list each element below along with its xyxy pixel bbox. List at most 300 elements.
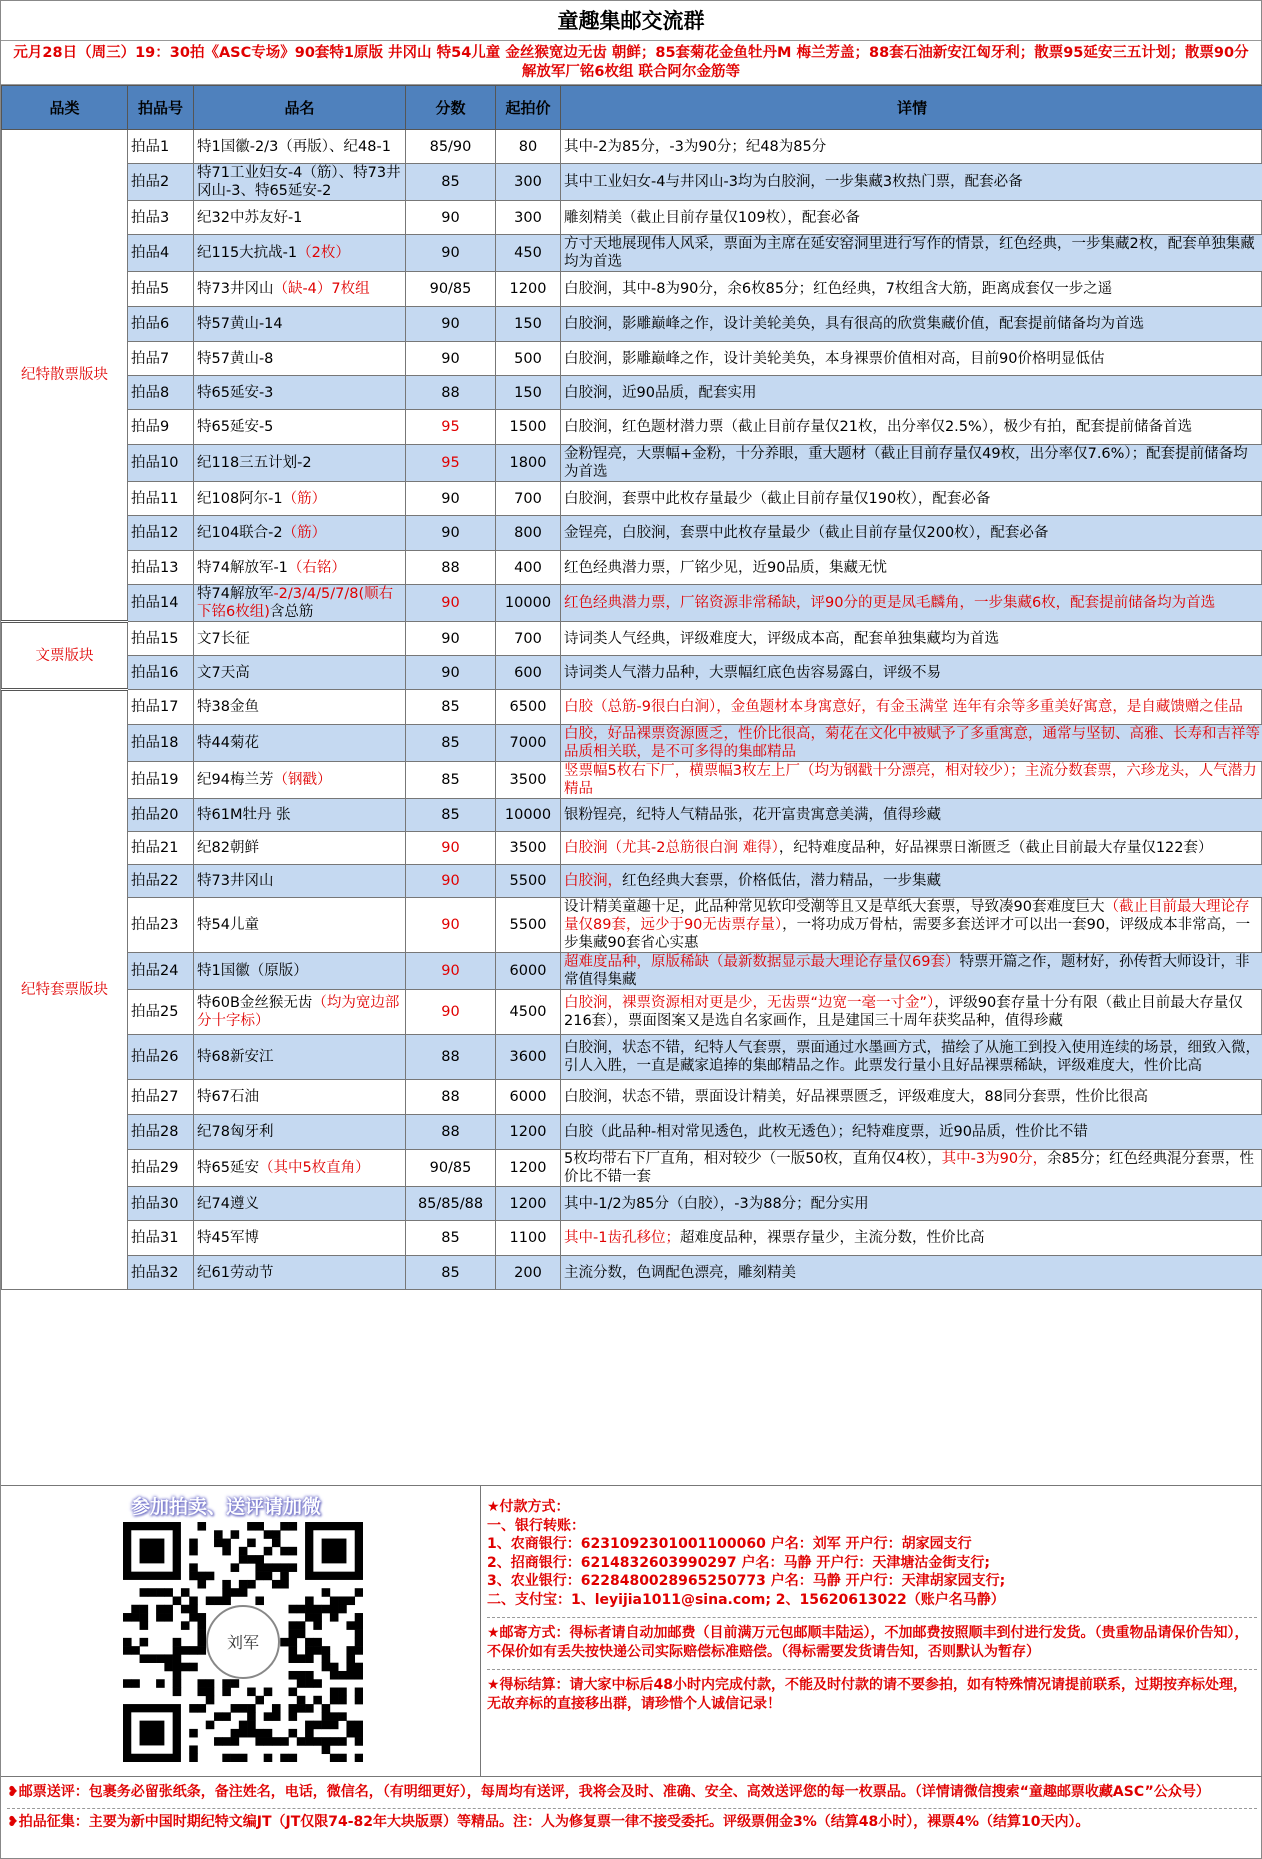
starting-price: 10000: [496, 585, 561, 622]
lot-number: 拍品31: [128, 1221, 194, 1256]
text-segment: 其中-2为85分，-3为90分；纪48为85分: [564, 138, 827, 155]
qr-module: [330, 1671, 339, 1680]
lot-number: 拍品28: [128, 1115, 194, 1150]
qr-module: [197, 1688, 206, 1697]
qr-module: [313, 1638, 322, 1647]
text-segment: 白胶，好品裸票资源匮乏，性价比很高，菊花在文化中被赋予了多重寓意，通常与坚韧、高雅、长寿和吉祥等品质相关联，是不可多得的集邮精品: [564, 726, 1260, 760]
lot-detail: [561, 656, 1262, 690]
text-segment: 特57黄山-14: [197, 316, 283, 332]
qr-module: [123, 1646, 132, 1655]
stamp-name: [194, 1256, 406, 1290]
qr-module: [222, 1712, 231, 1721]
qr-module: [264, 1572, 273, 1581]
qr-module: [197, 1572, 206, 1581]
lot-number: 拍品14: [128, 585, 194, 622]
divider: [487, 1669, 1257, 1670]
qr-module: [322, 1712, 331, 1721]
lot-number: 拍品3: [128, 201, 194, 235]
qr-module: [164, 1654, 173, 1663]
qr-module: [305, 1671, 314, 1680]
grade-score: 90: [406, 622, 496, 656]
text-segment: 特65延安-3: [197, 384, 274, 401]
qr-module: [206, 1696, 215, 1705]
text-segment: 白胶涧，影雕巅峰之作，设计美轮美奂，本身裸票价值相对高，目前90价格明显低估: [564, 350, 1105, 367]
table-row: [2, 690, 1262, 725]
lot-number: 拍品32: [128, 1256, 194, 1290]
qr-module: [330, 1721, 339, 1730]
text-segment: 特73井冈山: [197, 281, 274, 297]
table-row: [2, 762, 1262, 799]
qr-module: [173, 1679, 182, 1688]
qr-module: [239, 1588, 248, 1597]
lot-detail: [561, 130, 1262, 164]
text-segment: 红色经典潜力票，厂铭资源非常稀缺，评90分的更是凤毛麟角，一步集藏6枚，配套提前储备均为首选: [564, 595, 1216, 611]
text-segment: 纪118三五计划-2: [197, 455, 312, 471]
table-row: [2, 130, 1262, 164]
starting-price: 450: [496, 235, 561, 272]
qr-module: [346, 1729, 355, 1738]
starting-price: 1100: [496, 1221, 561, 1256]
grade-score: 85: [406, 1256, 496, 1290]
grade-score: 90: [406, 656, 496, 690]
qr-module: [140, 1588, 149, 1597]
qr-module: [322, 1588, 331, 1597]
qr-module: [305, 1605, 314, 1614]
payment-title: ★付款方式：: [487, 1499, 570, 1515]
grade-score: 85/90: [406, 130, 496, 164]
text-segment: 纪74遵义: [197, 1195, 259, 1212]
qr-module: [131, 1646, 140, 1655]
starting-price: 1800: [496, 445, 561, 482]
qr-module: [206, 1688, 215, 1697]
qr-module: [231, 1588, 240, 1597]
qr-module: [197, 1630, 206, 1639]
stamp-name: [194, 953, 406, 990]
qr-module: [305, 1737, 314, 1746]
qr-module: [297, 1696, 306, 1705]
qr-module: [239, 1721, 248, 1730]
header-name: 品名: [194, 86, 406, 130]
header-price: 起拍价: [496, 86, 561, 130]
text-segment: （筋）: [282, 490, 327, 507]
qr-module: [338, 1671, 347, 1680]
stamp-name: [194, 585, 406, 622]
lot-number: 拍品5: [128, 272, 194, 307]
qr-module: [222, 1580, 231, 1589]
text-segment: 白胶涧，状态不错，纪特人气套票，票面通过水墨画方式，描绘了从施工到投入使用连续的场景，细致入微，引人入胜，一直是藏家追捧的集邮精品之作。此票发行量小且好品裸票稀缺，评级难度大，性价比高: [564, 1040, 1260, 1074]
starting-price: 150: [496, 307, 561, 342]
qr-module: [222, 1588, 231, 1597]
table-row: [2, 832, 1262, 865]
text-segment: 特45军博: [197, 1230, 259, 1246]
stamp-name: [194, 1150, 406, 1187]
table-row: [2, 201, 1262, 235]
qr-module: [305, 1679, 314, 1688]
qr-module: [255, 1563, 264, 1572]
divider: [487, 1617, 1257, 1618]
category-cell: 文票版块: [2, 622, 128, 690]
qr-module: [264, 1737, 273, 1746]
qr-module: [255, 1737, 264, 1746]
text-segment: 白胶涧，状态不错，票面设计精美，好品裸票匮乏，评级难度大，88同分套票，性价比很高: [564, 1089, 1148, 1105]
qr-module: [173, 1671, 182, 1680]
lot-detail: [561, 410, 1262, 445]
qr-module: [181, 1588, 190, 1597]
qr-module: [346, 1663, 355, 1672]
lot-number: 拍品24: [128, 953, 194, 990]
table-row: [2, 990, 1262, 1035]
text-segment: 白胶涧，裸票资源相对更是少，无齿票“边宽一毫一寸金”）: [564, 995, 935, 1011]
qr-module: [313, 1696, 322, 1705]
lot-number: 拍品4: [128, 235, 194, 272]
text-segment: ，一将功成万骨枯，需要多套送评才可以出一套90，评级成本非常高，一步集藏90套省心实惠: [564, 917, 1251, 951]
qr-module: [289, 1522, 298, 1531]
text-segment: 纪82朝鲜: [197, 840, 259, 856]
grade-score: 85: [406, 725, 496, 762]
qr-module: [255, 1696, 264, 1705]
lot-detail: [561, 445, 1262, 482]
table-row: [2, 1080, 1262, 1115]
qr-module: [189, 1646, 198, 1655]
starting-price: 3500: [496, 762, 561, 799]
qr-module: [173, 1688, 182, 1697]
lot-detail: [561, 1115, 1262, 1150]
table-row: [2, 445, 1262, 482]
table-row: [2, 585, 1262, 622]
qr-module: [247, 1688, 256, 1697]
starting-price: 1200: [496, 1115, 561, 1150]
lot-number: 拍品26: [128, 1035, 194, 1080]
starting-price: 3600: [496, 1035, 561, 1080]
qr-module: [313, 1737, 322, 1746]
starting-price: 800: [496, 516, 561, 551]
qr-module: [322, 1654, 331, 1663]
stamp-name: [194, 832, 406, 865]
lot-number: 拍品6: [128, 307, 194, 342]
qr-module: [338, 1754, 347, 1762]
payment-panel: [481, 1485, 1262, 1776]
qr-module: [322, 1745, 331, 1754]
lot-detail: [561, 1187, 1262, 1221]
grade-score: 85: [406, 1221, 496, 1256]
text-segment: 白胶（总筋-9很白白涧），: [564, 699, 731, 715]
qr-module: [206, 1679, 215, 1688]
grade-score: 88: [406, 376, 496, 410]
stamp-name: [194, 307, 406, 342]
text-segment: 白胶涧，其中-8为90分，余6枚85分；红色经典，7枚组含大筋，距离成套仅一步之遥: [564, 281, 1113, 297]
text-segment: 白胶涧，红色题材潜力票（截止目前存量仅21枚，出分率仅2.5%），极少有拍，配套提前储备首选: [564, 419, 1193, 435]
stamp-name: [194, 990, 406, 1035]
qr-module: [222, 1679, 231, 1688]
bank-title: 一、银行转账：: [487, 1517, 585, 1534]
starting-price: 300: [496, 201, 561, 235]
qr-module: [247, 1580, 256, 1589]
grade-score: 88: [406, 1080, 496, 1115]
text-segment: 特57黄山-8: [197, 350, 274, 367]
qr-module: [272, 1530, 281, 1539]
bank-line-1: 1、农商银行：6231092301001100060 户名：刘军 开户行：胡家园支行: [487, 1536, 972, 1552]
stamp-name: [194, 799, 406, 832]
lot-detail: [561, 551, 1262, 585]
qr-module: [355, 1621, 363, 1630]
starting-price: 80: [496, 130, 561, 164]
text-segment: 其中-1/2为85分（白胶），-3为88分；配分实用: [564, 1195, 869, 1212]
qr-module: [197, 1613, 206, 1622]
stamp-name: [194, 164, 406, 201]
qr-module: [222, 1737, 231, 1746]
text-segment: -2/3/4/5/7/8(顺右下铭6枚组): [197, 586, 394, 620]
table-row: [2, 1187, 1262, 1221]
qr-module: [247, 1712, 256, 1721]
stamp-name: [194, 656, 406, 690]
qr-module: [255, 1729, 264, 1738]
qr-module: [189, 1605, 198, 1614]
qr-module: [264, 1547, 273, 1556]
text-segment: 特38金鱼: [197, 699, 259, 715]
grade-score: 95: [406, 445, 496, 482]
qr-module: [239, 1555, 248, 1564]
qr-module: [222, 1754, 231, 1762]
qr-module: [313, 1721, 322, 1730]
qr-module: [297, 1621, 306, 1630]
text-segment: 纪115大抗战-1: [197, 245, 298, 261]
header-lot: 拍品号: [128, 86, 194, 130]
qr-module: [289, 1646, 298, 1655]
qr-module: [247, 1729, 256, 1738]
qr-module: [247, 1539, 256, 1548]
text-segment: 雕刻精美（截止目前存量仅109枚），配套必备: [564, 209, 860, 226]
grade-score: 90: [406, 865, 496, 898]
qr-module: [338, 1737, 347, 1746]
lot-number: 拍品11: [128, 482, 194, 516]
qr-module: [197, 1522, 206, 1531]
qr-module: [346, 1654, 355, 1663]
qr-finder: [322, 1539, 347, 1564]
qr-module: [140, 1621, 149, 1630]
qr-finder: [140, 1539, 165, 1564]
qr-module: [346, 1671, 355, 1680]
grade-score: 90: [406, 307, 496, 342]
grade-score: 90/85: [406, 1150, 496, 1187]
text-segment: 红色经典潜力票，厂铭少见，近90品质，集藏无忧: [564, 559, 887, 576]
qr-module: [156, 1588, 165, 1597]
qr-module: [355, 1663, 363, 1672]
lot-detail: [561, 342, 1262, 376]
table-row: [2, 898, 1262, 953]
qr-module: [181, 1605, 190, 1614]
lot-number: 拍品16: [128, 656, 194, 690]
qr-module: [289, 1638, 298, 1647]
qr-module: [355, 1729, 363, 1738]
table-row: [2, 272, 1262, 307]
lot-detail: [561, 585, 1262, 622]
qr-module: [247, 1704, 256, 1713]
qr-module: [148, 1654, 157, 1663]
lot-detail: [561, 1150, 1262, 1187]
lot-detail: [561, 1221, 1262, 1256]
text-segment: 特74解放军-1: [197, 559, 288, 576]
lot-number: 拍品2: [128, 164, 194, 201]
stamp-name: [194, 376, 406, 410]
starting-price: 700: [496, 482, 561, 516]
qr-module: [206, 1596, 215, 1605]
text-segment: ，评级90套存量十分有限（截止目前最大存量仅216套），票面图案又是选自名家画作，且是建国三十周年获奖品种，值得珍藏: [564, 995, 1243, 1029]
qr-module: [189, 1663, 198, 1672]
qr-module: [289, 1671, 298, 1680]
qr-module: [280, 1572, 289, 1581]
qr-module: [264, 1530, 273, 1539]
divider: [7, 1808, 1257, 1809]
grade-score: 85: [406, 799, 496, 832]
qr-module: [305, 1704, 314, 1713]
stamp-name: [194, 445, 406, 482]
qr-module: [297, 1605, 306, 1614]
qr-module: [280, 1580, 289, 1589]
grade-score: 90: [406, 953, 496, 990]
stamp-name: [194, 762, 406, 799]
qr-module: [197, 1638, 206, 1647]
stamp-name: [194, 1221, 406, 1256]
qr-module: [231, 1729, 240, 1738]
qr-module: [214, 1737, 223, 1746]
qr-module: [239, 1729, 248, 1738]
text-segment: 特68新安江: [197, 1049, 274, 1065]
text-segment: 特65延安-5: [197, 419, 274, 435]
bank-line-2: 2、招商银行：6214832603990297 户名：马静 开户行：天津塘沽金街支行;: [487, 1554, 990, 1571]
starting-price: 500: [496, 342, 561, 376]
starting-price: 4500: [496, 990, 561, 1035]
text-segment: 方寸天地展现伟人风采，票面为主席在延安窑洞里进行写作的情景，红色经典，一步集藏2枚，配套单独集藏均为首选: [564, 236, 1255, 270]
qr-module: [338, 1605, 347, 1614]
qr-module: [231, 1563, 240, 1572]
qr-module: [189, 1613, 198, 1622]
lot-detail: [561, 516, 1262, 551]
text-segment: 其中-3为90分，: [941, 1151, 1048, 1167]
text-segment: 特44菊花: [197, 735, 259, 751]
qr-module: [255, 1596, 264, 1605]
stamp-name: [194, 622, 406, 656]
lot-detail: [561, 865, 1262, 898]
qr-module: [156, 1605, 165, 1614]
qr-module: [173, 1646, 182, 1655]
qr-module: [280, 1522, 289, 1531]
table-row: [2, 482, 1262, 516]
text-segment: 白胶涧（尤其-2总筋很白涧 难得）: [564, 840, 779, 856]
qr-module: [264, 1712, 273, 1721]
footer-section: [1, 1485, 1262, 1859]
stamp-name: [194, 342, 406, 376]
qr-module: [289, 1704, 298, 1713]
qr-module: [164, 1613, 173, 1622]
lot-number: 拍品13: [128, 551, 194, 585]
qr-module: [330, 1663, 339, 1672]
qr-module: [289, 1729, 298, 1738]
qr-module: [355, 1638, 363, 1647]
grade-score: 88: [406, 551, 496, 585]
text-segment: 5枚均带右下厂直角，相对较少（一版50枚，直角仅4枚），: [564, 1151, 942, 1167]
lot-detail: [561, 898, 1262, 953]
table-row: [2, 622, 1262, 656]
grade-score: 90: [406, 342, 496, 376]
text-segment: 设计精美童趣十足，此品种常见软印受潮等且又是草纸大套票，导致凑90套难度巨大: [564, 899, 1105, 915]
lot-detail: [561, 482, 1262, 516]
table-row: [2, 725, 1262, 762]
qr-module: [289, 1754, 298, 1762]
starting-price: 6000: [496, 1080, 561, 1115]
qr-module: [355, 1754, 363, 1762]
qr-module: [123, 1638, 132, 1647]
lot-number: 拍品8: [128, 376, 194, 410]
grade-score: 90: [406, 201, 496, 235]
stamp-name: [194, 516, 406, 551]
starting-price: 6500: [496, 690, 561, 725]
text-segment: （右铭）: [287, 559, 346, 576]
qr-module: [264, 1729, 273, 1738]
qr-module: [330, 1696, 339, 1705]
header-detail: 详情: [561, 86, 1262, 130]
qr-module: [297, 1737, 306, 1746]
qr-module: [189, 1754, 198, 1762]
qr-module: [140, 1605, 149, 1614]
lot-detail: [561, 235, 1262, 272]
text-segment: （2枚）: [297, 245, 350, 261]
qr-module: [289, 1630, 298, 1639]
qr-module: [222, 1547, 231, 1556]
starting-price: 7000: [496, 725, 561, 762]
text-segment: 纪94梅兰芳: [197, 772, 274, 788]
lot-detail: [561, 762, 1262, 799]
header-score: 分数: [406, 86, 496, 130]
stamp-name: [194, 898, 406, 953]
stamp-name: [194, 1115, 406, 1150]
text-segment: 余85分；红色经典混分套票，性价比不错一套: [564, 1151, 1255, 1185]
lot-number: 拍品30: [128, 1187, 194, 1221]
qr-module: [214, 1596, 223, 1605]
qr-module: [156, 1654, 165, 1663]
qr-module: [355, 1671, 363, 1680]
qr-module: [239, 1547, 248, 1556]
qr-module: [305, 1729, 314, 1738]
lot-detail: [561, 1035, 1262, 1080]
qr-module: [330, 1712, 339, 1721]
qr-module: [355, 1696, 363, 1705]
grade-score: 90: [406, 585, 496, 622]
qr-module: [280, 1547, 289, 1556]
qr-module: [189, 1704, 198, 1713]
qr-module: [164, 1588, 173, 1597]
text-segment: （钢戳）: [273, 772, 332, 788]
qr-module: [164, 1605, 173, 1614]
qr-module: [164, 1663, 173, 1672]
qr-heading: 参加拍卖、送评请加微: [131, 1496, 322, 1518]
qr-logo-text: 刘军: [226, 1633, 260, 1652]
text-segment: 金粉锃亮，大票幅+金粉，十分养眼，重大题材（截止目前存量仅49枚，出分率仅7.6%）；配套提前储备均为首选: [564, 446, 1248, 480]
qr-module: [131, 1613, 140, 1622]
lot-number: 拍品21: [128, 832, 194, 865]
qr-module: [272, 1704, 281, 1713]
starting-price: 150: [496, 376, 561, 410]
grade-score: 85: [406, 762, 496, 799]
qr-module: [156, 1679, 165, 1688]
lot-number: 拍品12: [128, 516, 194, 551]
qr-module: [148, 1588, 157, 1597]
stamp-name: [194, 690, 406, 725]
qr-module: [322, 1721, 331, 1730]
qr-module: [197, 1580, 206, 1589]
qr-module: [247, 1555, 256, 1564]
qr-module: [272, 1539, 281, 1548]
lot-number: 拍品1: [128, 130, 194, 164]
